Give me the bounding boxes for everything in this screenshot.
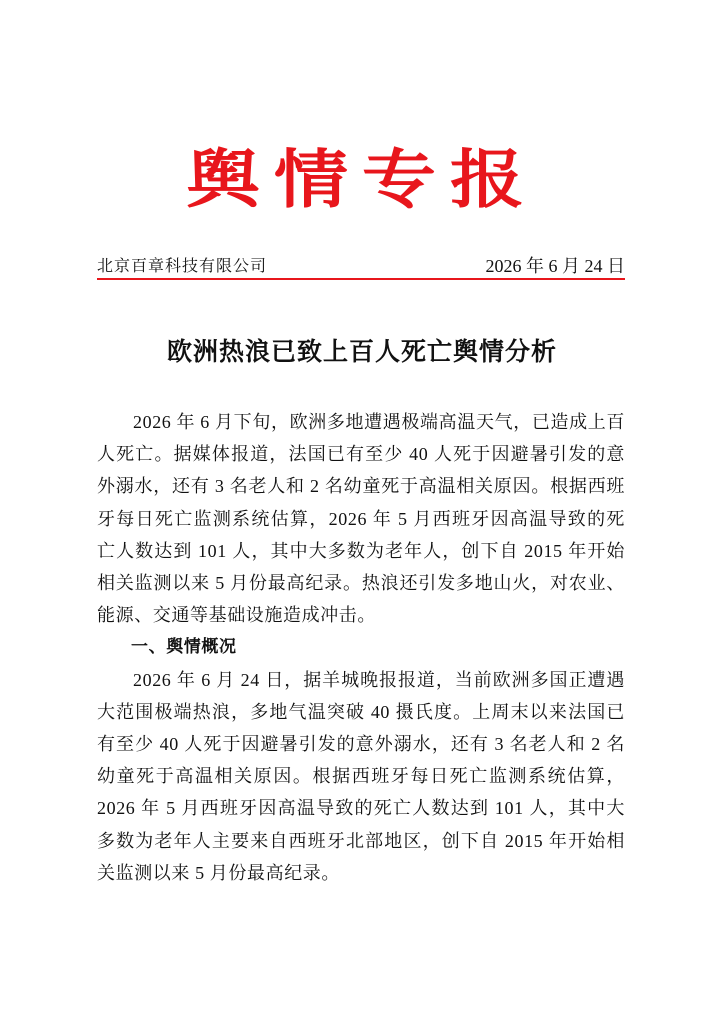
document-header: [97, 254, 625, 278]
masthead-title: 舆情专报: [186, 143, 538, 217]
red-divider: [97, 278, 625, 280]
section-heading-overview: 一、舆情概况: [131, 637, 237, 658]
document-body: [97, 406, 625, 889]
company-name: 北京百章科技有限公司: [97, 256, 268, 275]
overview-paragraph: 2026 年 6 月 24 日，据羊城晚报报道，当前欧洲多国正遭遇大范围极端热浪，多地气温突破 40 摄氏度。上周末以来法国已有至少 40 人死于因避暑引发的意外溺水，还有 3 名老人和 2 名幼童死于高温相关原因。根据西班牙每日死亡监测系统估算，2026 年 5 月西班牙因高温导致的死亡人数达到 101 人，其中大多数为老年人主要来自西班牙北部地区，创下自 2015 年开始相关监测以来 5 月份最高纪录。: [97, 669, 625, 883]
intro-paragraph: 2026 年 6 月下旬，欧洲多地遭遇极端高温天气，已造成上百人死亡。据媒体报道，法国已有至少 40 人死于因避暑引发的意外溺水，还有 3 名老人和 2 名幼童死于高温相关原因。根据西班牙每日死亡监测系统估算，2026 年 5 月西班牙因高温导致的死亡人数达到 101 人，其中大多数为老年人，创下自 2015 年开始相关监测以来 5 月份最高纪录。热浪还引发多地山火，对农业、能源、交通等基础设施造成冲击。: [97, 412, 625, 626]
document-title: 欧洲热浪已致上百人死亡舆情分析: [166, 337, 557, 366]
issue-date: 2026 年 6 月 24 日: [485, 256, 625, 276]
